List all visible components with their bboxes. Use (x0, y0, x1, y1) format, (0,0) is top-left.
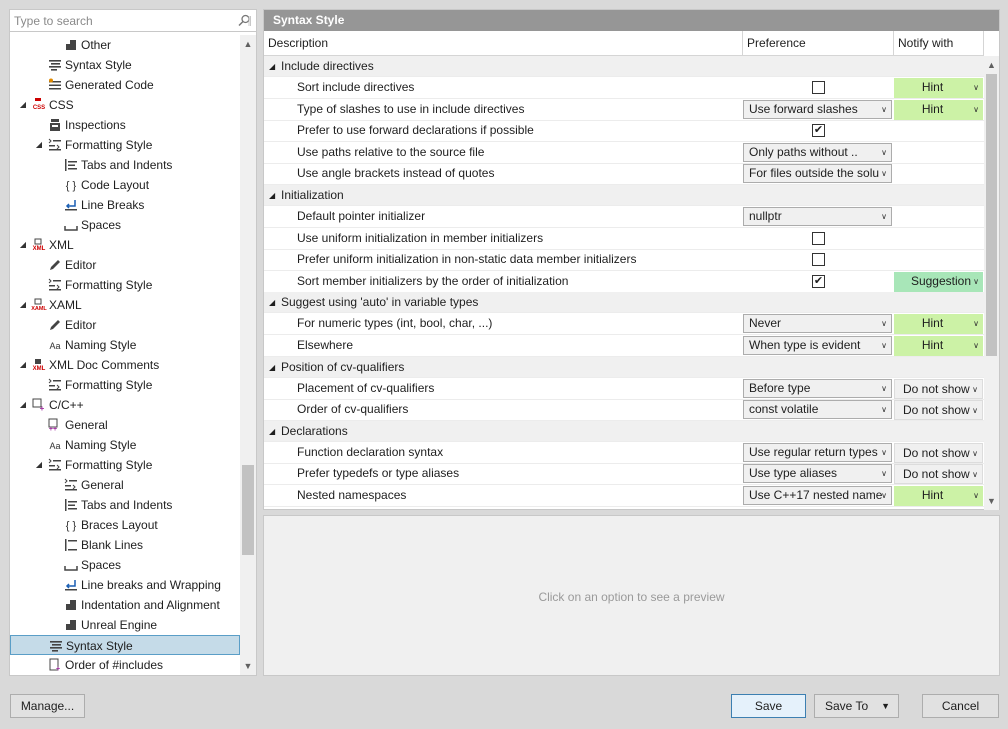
css-icon (32, 98, 46, 112)
tree-item-label: Unreal Engine (81, 618, 158, 632)
tree-item[interactable] (10, 55, 240, 75)
option-row[interactable] (264, 120, 984, 142)
chevron-down-icon[interactable]: ∨ (881, 147, 887, 157)
chevron-down-icon[interactable]: ∨ (973, 104, 979, 114)
chevron-down-icon[interactable]: ∨ (881, 491, 887, 500)
tree-item-label: Inspections (65, 118, 126, 132)
collapse-triangle-icon[interactable]: ◢ (269, 362, 276, 372)
svg-text:++: ++ (48, 426, 58, 433)
chevron-down-icon[interactable]: ∨ (972, 448, 978, 458)
tree-item[interactable] (10, 455, 240, 475)
chevron-down-icon[interactable]: ∨ (973, 276, 979, 286)
tree-item[interactable] (10, 315, 240, 335)
tree-item-label: C/C++ (49, 398, 84, 412)
notify-value: Suggestion (910, 273, 971, 288)
manage-button[interactable]: Manage... (10, 694, 85, 718)
panel-title: Syntax Style (264, 10, 999, 31)
other-icon (64, 38, 78, 52)
preference-value: Use regular return types (749, 444, 878, 459)
option-checkbox[interactable] (812, 232, 825, 245)
option-description: Prefer typedefs or type aliases (297, 466, 460, 481)
notify-value: Do not show (903, 403, 970, 418)
notify-select[interactable] (894, 464, 983, 484)
chevron-down-icon[interactable]: ∨ (881, 212, 887, 221)
chevron-down-icon[interactable]: ∨ (881, 319, 887, 329)
tree-item-label: Blank Lines (81, 538, 144, 552)
pencil-icon (48, 258, 62, 272)
column-header (264, 31, 984, 56)
tree-item-label: Indentation and Alignment (81, 598, 220, 612)
chevron-down-icon[interactable]: ∨ (881, 405, 887, 415)
notify-value: Do not show (903, 381, 970, 396)
option-row[interactable] (264, 228, 984, 250)
option-description: Use paths relative to the source file (297, 144, 485, 159)
chevron-down-icon[interactable]: ∨ (973, 341, 979, 350)
inspections-icon (48, 118, 62, 132)
option-description: Function declaration syntax (297, 444, 444, 459)
chevron-down-icon[interactable]: ∨ (973, 319, 979, 329)
notify-value: Do not show (903, 467, 970, 482)
tree-item-label: Spaces (81, 558, 122, 572)
chevron-down-icon[interactable]: ∨ (881, 447, 887, 457)
preference-select[interactable] (743, 486, 892, 505)
tree-item-label: XML (49, 238, 74, 252)
cancel-button[interactable]: Cancel (922, 694, 999, 718)
svg-text:+: + (55, 666, 61, 673)
blank-lines-icon (64, 538, 78, 552)
tree-item-label: Editor (65, 318, 97, 332)
column-description[interactable]: Description (264, 31, 743, 56)
tree-item-label: Generated Code (65, 78, 154, 92)
collapse-triangle-icon[interactable]: ◢ (269, 426, 276, 436)
option-description: Sort include directives (297, 80, 415, 94)
option-group-title: Suggest using 'auto' in variable types (281, 295, 479, 310)
preference-select[interactable] (743, 464, 892, 483)
syntax-style-icon (48, 58, 62, 72)
tree-item-label: Line Breaks (81, 198, 145, 212)
tree-item[interactable] (10, 575, 240, 595)
notify-select[interactable] (894, 100, 983, 120)
tree-item-label: XAML (49, 298, 82, 312)
tree-item[interactable] (10, 295, 240, 315)
option-description: For numeric types (int, bool, char, ...) (297, 316, 493, 331)
tree-item-label: CSS (49, 98, 74, 112)
column-notify-with[interactable]: Notify with (894, 31, 984, 56)
option-row[interactable] (264, 335, 984, 357)
formatting-style-icon (64, 478, 78, 492)
tree-item[interactable] (10, 235, 240, 255)
chevron-down-icon[interactable]: ∨ (972, 406, 978, 416)
tree-item[interactable] (10, 535, 240, 555)
option-description: Type of slashes to use in include directives (297, 101, 525, 116)
tree-item-label: Order of #includes (65, 658, 164, 672)
option-description: Prefer uniform initialization in non-static data member initializers (297, 252, 637, 267)
scroll-down-icon[interactable]: ▼ (243, 661, 253, 671)
svg-text:XML: XML (32, 246, 46, 252)
svg-text:XAML: XAML (31, 306, 47, 312)
option-description: Elsewhere (297, 338, 354, 352)
chevron-down-icon[interactable]: ∨ (881, 469, 887, 479)
settings-tree-pane (9, 9, 257, 676)
option-description: Prefer to use forward declarations if possible (297, 123, 534, 138)
expand-triangle-icon[interactable]: ◢ (19, 360, 27, 369)
xaml-icon (32, 298, 46, 312)
tree-item[interactable] (10, 135, 240, 155)
tree-item-label: Braces Layout (81, 518, 158, 532)
tree-item[interactable] (10, 495, 240, 515)
braces-icon (64, 178, 78, 192)
tree-scrollbar[interactable] (240, 35, 256, 675)
save-button[interactable]: Save (731, 694, 806, 718)
tree-item-label: Tabs and Indents (81, 498, 173, 512)
tree-item-label: Spaces (81, 218, 122, 232)
search-icon[interactable] (236, 13, 252, 29)
option-row[interactable] (264, 99, 984, 121)
settings-tree (10, 35, 240, 675)
option-description: Default pointer initializer (297, 209, 426, 223)
preference-value: nullptr (749, 209, 782, 223)
formatting-style-icon (48, 378, 62, 392)
scroll-up-icon[interactable]: ▲ (243, 39, 253, 49)
chevron-down-icon[interactable]: ∨ (972, 384, 978, 394)
cpp-icon (32, 398, 46, 412)
tabs-indents-icon (64, 498, 78, 512)
option-group-title: Declarations (281, 423, 348, 438)
tree-item[interactable] (10, 555, 240, 575)
tree-item[interactable] (10, 255, 240, 275)
option-group-header[interactable] (264, 185, 984, 206)
options-grid (264, 56, 984, 510)
search-input[interactable] (14, 12, 234, 30)
tree-item[interactable] (10, 475, 240, 495)
tree-item-label: XML Doc Comments (49, 358, 160, 372)
tree-item[interactable] (10, 335, 240, 355)
option-group-header[interactable] (264, 292, 984, 313)
option-description: Placement of cv-qualifiers (297, 380, 435, 395)
notify-select[interactable] (894, 78, 983, 98)
option-group-header[interactable] (264, 421, 984, 442)
preference-value: Use type aliases (749, 466, 838, 481)
preference-value: const volatile (749, 402, 819, 417)
tree-item-label: Syntax Style (66, 639, 133, 653)
save-to-button[interactable] (814, 694, 899, 718)
formatting-style-icon (48, 138, 62, 152)
option-row[interactable] (264, 142, 984, 164)
formatting-style-icon (48, 278, 62, 292)
other-icon (64, 618, 78, 632)
tree-item-label: Formatting Style (65, 138, 153, 152)
tree-item[interactable] (10, 175, 240, 195)
option-row[interactable] (264, 463, 984, 485)
pencil-icon (48, 318, 62, 332)
svg-text:{ }: { } (65, 520, 77, 532)
expand-triangle-icon[interactable]: ◢ (19, 300, 27, 309)
tree-item-label: Syntax Style (65, 58, 132, 72)
tree-item[interactable] (10, 215, 240, 235)
svg-text:+: + (39, 404, 45, 413)
collapse-triangle-icon[interactable]: ◢ (269, 62, 276, 71)
notify-select[interactable] (894, 486, 983, 506)
notify-select[interactable] (894, 336, 983, 356)
chevron-down-icon[interactable]: ∨ (972, 470, 978, 480)
expand-triangle-icon[interactable]: ◢ (19, 100, 27, 109)
tree-item-label: Formatting Style (65, 278, 153, 292)
tree-item[interactable] (10, 375, 240, 395)
chevron-down-icon[interactable]: ∨ (881, 169, 887, 179)
column-preference[interactable]: Preference (743, 31, 894, 56)
tree-item[interactable] (10, 415, 240, 435)
preference-value: Only paths without .. (749, 144, 858, 159)
chevron-down-icon[interactable]: ∨ (973, 83, 979, 92)
option-row[interactable] (264, 485, 984, 507)
option-group-header[interactable] (264, 357, 984, 378)
tabs-indents-icon (64, 158, 78, 172)
spaces-icon (64, 218, 78, 232)
preference-value: Use forward slashes (749, 101, 858, 116)
line-breaks-icon (64, 198, 78, 212)
save-to-label: Save To (825, 699, 869, 713)
preference-select[interactable] (743, 207, 892, 226)
notify-value: Hint (921, 316, 944, 331)
option-group-title: Position of cv-qualifiers (281, 359, 405, 374)
preference-select[interactable] (743, 164, 892, 183)
tree-item-label: Naming Style (65, 338, 137, 352)
svg-text:{ }: { } (65, 180, 77, 192)
notify-select[interactable] (894, 379, 983, 399)
tree-item[interactable] (10, 635, 240, 655)
naming-style-icon (48, 338, 62, 352)
tree-item[interactable] (10, 435, 240, 455)
option-description: Use angle brackets instead of quotes (297, 166, 495, 181)
option-checkbox[interactable]: ✔ (813, 274, 824, 287)
preference-select[interactable] (743, 379, 892, 398)
tree-item[interactable] (10, 35, 240, 55)
option-group-title: Include directives (281, 59, 374, 73)
xml-icon (32, 238, 46, 252)
expand-triangle-icon[interactable]: ◢ (35, 140, 43, 149)
includes-order-icon (48, 658, 62, 672)
tree-item[interactable] (10, 195, 240, 215)
preference-select[interactable] (743, 336, 892, 355)
preference-select[interactable] (743, 443, 892, 462)
preference-select[interactable] (743, 314, 892, 333)
option-row[interactable] (264, 249, 984, 271)
tree-item[interactable] (10, 155, 240, 175)
option-row[interactable] (264, 77, 984, 99)
tree-item-label: Code Layout (81, 178, 150, 192)
other-icon (64, 598, 78, 612)
notify-value: Hint (921, 101, 944, 116)
tree-item[interactable] (10, 515, 240, 535)
option-description: Nested namespaces (297, 488, 407, 502)
tree-item-label: General (65, 418, 108, 432)
naming-style-icon (48, 438, 62, 452)
option-description: Order of cv-qualifiers (297, 402, 409, 417)
dropdown-arrow-icon[interactable]: ▼ (881, 701, 890, 711)
collapse-triangle-icon[interactable]: ◢ (269, 191, 276, 200)
chevron-down-icon[interactable]: ∨ (973, 491, 979, 500)
xml-doc-icon (32, 358, 46, 372)
svg-text:Aa: Aa (49, 441, 61, 451)
notify-select[interactable] (894, 443, 983, 463)
notify-value: Hint (921, 488, 944, 502)
tree-scrollbar-thumb[interactable] (242, 465, 254, 555)
tree-item-label: Editor (65, 258, 97, 272)
tree-item[interactable] (10, 95, 240, 115)
option-checkbox[interactable] (812, 81, 825, 94)
expand-triangle-icon[interactable]: ◢ (19, 240, 27, 249)
preference-value: For files outside the solu (749, 166, 880, 181)
option-row[interactable] (264, 399, 984, 421)
option-checkbox[interactable] (812, 253, 825, 266)
option-description: Sort member initializers by the order of initialization (297, 273, 569, 288)
chevron-down-icon[interactable]: ∨ (881, 341, 887, 350)
chevron-down-icon[interactable]: ∨ (881, 383, 887, 393)
expand-triangle-icon[interactable]: ◢ (19, 400, 27, 409)
tree-item[interactable] (10, 75, 240, 95)
tree-item-label: Tabs and Indents (81, 158, 173, 172)
option-group-title: Initialization (281, 188, 344, 202)
option-row[interactable] (264, 442, 984, 464)
tree-item[interactable] (10, 115, 240, 135)
option-row[interactable] (264, 163, 984, 185)
line-breaks-icon (64, 578, 78, 592)
svg-text:CSS: CSS (32, 105, 46, 111)
option-group-header[interactable] (264, 56, 984, 77)
svg-text:Aa: Aa (49, 341, 61, 351)
preference-select[interactable] (743, 400, 892, 419)
preference-select[interactable] (743, 100, 892, 119)
preview-placeholder: Click on an option to see a preview (538, 590, 725, 604)
tree-item-label: Line breaks and Wrapping (81, 578, 221, 592)
tree-item-label: Naming Style (65, 438, 137, 452)
option-checkbox[interactable]: ✔ (813, 124, 824, 137)
tree-item[interactable] (10, 615, 240, 635)
tree-item[interactable] (10, 275, 240, 295)
scroll-down-icon[interactable]: ▼ (987, 496, 996, 506)
cpp-general-icon (48, 418, 62, 432)
tree-item-label: General (81, 478, 124, 492)
expand-triangle-icon[interactable]: ◢ (35, 460, 43, 469)
option-row[interactable] (264, 313, 984, 335)
generated-code-icon (48, 78, 62, 92)
preview-pane (263, 515, 1000, 676)
tree-item-label: Formatting Style (65, 378, 153, 392)
option-row[interactable] (264, 206, 984, 228)
options-pane (263, 9, 1000, 510)
preference-value: Use C++17 nested name (749, 488, 883, 502)
syntax-style-icon (49, 639, 63, 653)
svg-text:XML: XML (32, 366, 46, 372)
preference-value: Never (749, 316, 782, 331)
preference-value: When type is evident (749, 338, 861, 352)
spaces-icon (64, 558, 78, 572)
notify-select[interactable] (894, 400, 983, 420)
option-row[interactable] (264, 378, 984, 400)
scroll-up-icon[interactable]: ▲ (987, 60, 996, 70)
option-description: Use uniform initialization in member initializers (297, 230, 544, 245)
search-box (10, 10, 256, 32)
tree-item[interactable] (10, 355, 240, 375)
preference-select[interactable] (743, 143, 892, 162)
chevron-down-icon[interactable]: ∨ (881, 104, 887, 114)
tree-item[interactable] (10, 595, 240, 615)
notify-value: Hint (921, 80, 944, 94)
tree-item[interactable] (10, 395, 240, 415)
notify-select[interactable] (894, 272, 983, 292)
grid-scrollbar-thumb[interactable] (986, 74, 997, 356)
formatting-style-icon (48, 458, 62, 472)
collapse-triangle-icon[interactable]: ◢ (269, 298, 276, 308)
notify-value: Do not show (903, 445, 970, 460)
notify-select[interactable] (894, 314, 983, 334)
tree-item-label: Formatting Style (65, 458, 153, 472)
tree-item-label: Other (81, 38, 112, 52)
braces-icon (64, 518, 78, 532)
grid-scrollbar[interactable] (984, 56, 999, 510)
notify-value: Hint (921, 338, 944, 352)
tree-item[interactable] (10, 655, 240, 675)
preference-value: Before type (749, 380, 811, 395)
option-row[interactable] (264, 271, 984, 293)
